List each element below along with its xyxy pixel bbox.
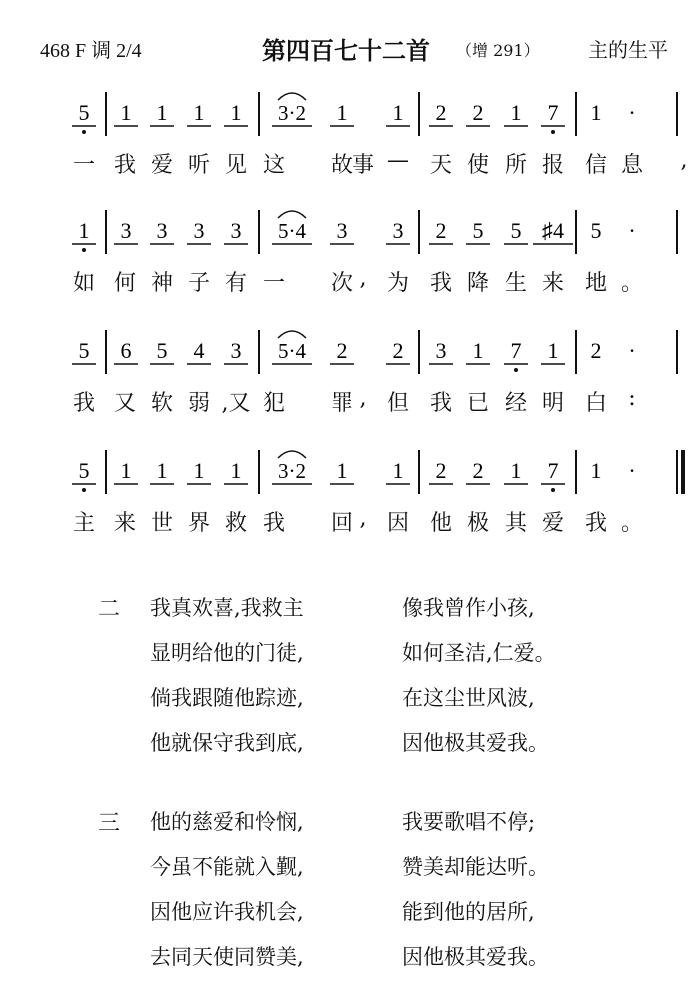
note: 5: [156, 338, 168, 363]
verse-line: 今虽不能就入觐,: [150, 855, 304, 879]
lyric-syllable: 我: [429, 391, 452, 416]
note: 1: [590, 458, 602, 483]
note: 3: [230, 218, 242, 243]
lyric-syllable: —: [387, 148, 409, 173]
lyric-syllable: ,: [359, 506, 367, 531]
verse-line: 赞美却能达听。: [402, 855, 549, 879]
note: 1: [510, 458, 522, 483]
note: 3: [435, 338, 447, 363]
lyric-syllable: ,: [359, 386, 367, 411]
verse-line: 像我曾作小孩,: [402, 596, 535, 620]
lyric-syllable: 报: [541, 153, 564, 178]
note: 1: [472, 338, 484, 363]
lyric-syllable: 地: [584, 271, 607, 296]
slur-arc: [278, 331, 306, 338]
note: 1: [120, 458, 132, 483]
note: 1: [230, 100, 242, 125]
lyric-syllable: 极: [466, 511, 489, 536]
note: 3·2: [278, 101, 306, 125]
lyric-syllable: 子: [187, 271, 210, 296]
note: 5: [78, 100, 90, 125]
note: 2: [435, 458, 447, 483]
note: 3: [156, 218, 168, 243]
note: ·: [628, 338, 636, 363]
lyric-syllable: 但: [386, 391, 409, 416]
lyric-syllable: 一: [262, 271, 285, 296]
verse-number: 二: [98, 597, 121, 622]
lyric-syllable: :: [628, 386, 636, 411]
lyric-syllable: 犯: [262, 391, 285, 416]
hymn-key-signature: 468 F 调 2/4: [40, 40, 142, 62]
lyric-syllable: 息: [620, 153, 643, 178]
lyric-syllable: 天: [429, 153, 452, 178]
lyric-syllable: 神: [150, 271, 173, 296]
lyric-syllable: 如: [72, 271, 95, 296]
lyric-syllable: 降: [466, 271, 489, 296]
lyric-syllable: 主: [72, 511, 95, 536]
verse-line: 去同天使同赞美,: [150, 945, 304, 969]
note: 2: [435, 100, 447, 125]
note: 1: [78, 218, 90, 243]
lyric-syllable: ,: [680, 148, 688, 173]
note: 5·4: [278, 339, 306, 363]
verse-line: 我要歌唱不停;: [402, 810, 536, 834]
lyric-syllable: 因: [386, 511, 409, 536]
note: 1: [590, 100, 602, 125]
lyric-syllable: 我: [113, 153, 136, 178]
verse-line: 他就保守我到底,: [150, 731, 304, 755]
verse-line: 显明给他的门徒,: [150, 641, 304, 665]
octave-dot: [82, 488, 86, 492]
staff-system-2: [0, 210, 700, 270]
lyric-syllable: 爱: [541, 511, 564, 536]
verse-line: 因他极其爱我。: [402, 731, 549, 755]
note: 1: [230, 458, 242, 483]
verse-line: 倘我跟随他踪迹,: [150, 686, 304, 710]
lyric-syllable: 我: [584, 511, 607, 536]
verse-line: 能到他的居所,: [402, 900, 535, 924]
lyric-syllable: 白: [584, 391, 607, 416]
lyric-syllable: 回: [330, 511, 353, 536]
note: 3: [230, 338, 242, 363]
lyric-syllable: 我: [429, 271, 452, 296]
lyric-syllable: 生: [504, 271, 527, 296]
note: 7: [510, 338, 522, 363]
hymn-title: 第四百七十二首: [262, 37, 430, 65]
lyric-syllable: 一: [72, 153, 95, 178]
note: 1: [120, 100, 132, 125]
lyric-syllable: 何: [113, 271, 136, 296]
lyric-syllable: 听: [187, 153, 210, 178]
note: 5·4: [278, 219, 306, 243]
lyric-syllable: 我: [72, 391, 95, 416]
note: 6: [120, 338, 132, 363]
note: 1: [336, 458, 348, 483]
lyric-syllable: 事: [351, 153, 374, 178]
verse-line: 因他应许我机会,: [150, 900, 304, 924]
lyric-syllable: 所: [504, 153, 527, 178]
slur-arc: [278, 211, 306, 218]
lyric-syllable: 罪: [330, 391, 353, 416]
octave-dot: [551, 488, 555, 492]
note: 3: [392, 218, 404, 243]
lyric-syllable: 。: [620, 271, 643, 296]
lyric-syllable: 他: [429, 511, 452, 536]
note: 1: [547, 338, 559, 363]
note: 7: [547, 100, 559, 125]
octave-dot: [514, 368, 518, 372]
note: ♯4: [542, 218, 564, 243]
note: 1: [336, 100, 348, 125]
note: 2: [472, 458, 484, 483]
verse-line: 我真欢喜,我救主: [150, 596, 304, 620]
hymn-subtitle: （增 291）: [456, 41, 540, 60]
octave-dot: [551, 130, 555, 134]
lyric-syllable: 来: [541, 271, 564, 296]
staff-system-1: [0, 92, 700, 152]
lyric-syllable: 。: [620, 511, 643, 536]
note: 1: [392, 458, 404, 483]
note: 3·2: [278, 459, 306, 483]
staff-system-3: [0, 330, 700, 390]
note: ·: [628, 218, 636, 243]
staff-system-4: [0, 450, 700, 510]
lyric-syllable: 我: [262, 511, 285, 536]
note: 5: [78, 458, 90, 483]
lyric-syllable: 使: [466, 153, 489, 178]
slur-arc: [278, 93, 306, 100]
lyric-syllable: 来: [113, 511, 136, 536]
lyric-syllable: 明: [541, 391, 564, 416]
note: 1: [193, 100, 205, 125]
note: 1: [193, 458, 205, 483]
note: ·: [628, 100, 636, 125]
octave-dot: [82, 248, 86, 252]
note: 4: [193, 338, 205, 363]
note: 5: [510, 218, 522, 243]
lyric-syllable: 爱: [150, 153, 173, 178]
note: 2: [392, 338, 404, 363]
note: 3: [336, 218, 348, 243]
lyric-syllable: 有: [224, 271, 247, 296]
verse-line: 因他极其爱我。: [402, 945, 549, 969]
lyric-syllable: 软: [150, 391, 173, 416]
lyric-syllable: 信: [584, 153, 607, 178]
lyric-syllable: 其: [504, 511, 527, 536]
octave-dot: [82, 130, 86, 134]
verse-number: 三: [98, 811, 121, 836]
lyric-syllable: 世: [150, 511, 173, 536]
lyric-syllable: 又: [113, 391, 136, 416]
note: 1: [392, 100, 404, 125]
slur-arc: [278, 451, 306, 458]
lyric-syllable: 经: [504, 391, 527, 416]
note: 1: [156, 100, 168, 125]
lyric-syllable: 为: [386, 271, 409, 296]
note: 3: [120, 218, 132, 243]
verse-line: 在这尘世风波,: [402, 686, 535, 710]
verse-line: 如何圣洁,仁爱。: [402, 641, 556, 665]
note: 2: [590, 338, 602, 363]
note: 7: [547, 458, 559, 483]
note: 2: [336, 338, 348, 363]
note: 5: [78, 338, 90, 363]
lyric-syllable: 弱: [187, 391, 210, 416]
hymn-theme: 主的生平: [588, 38, 668, 62]
verse-line: 他的慈爱和怜悯,: [150, 810, 304, 834]
lyric-syllable: 这: [262, 153, 285, 178]
lyric-syllable: 次: [330, 271, 353, 296]
note: 2: [435, 218, 447, 243]
note: 5: [590, 218, 602, 243]
lyric-syllable: ,: [359, 266, 367, 291]
lyric-syllable: 界: [187, 511, 210, 536]
lyric-syllable: ,又: [221, 391, 251, 416]
note: 2: [472, 100, 484, 125]
note: 3: [193, 218, 205, 243]
lyric-syllable: 故: [330, 153, 353, 178]
note: 1: [510, 100, 522, 125]
lyric-syllable: 救: [224, 511, 247, 536]
lyric-syllable: 见: [224, 153, 247, 178]
lyric-syllable: 已: [466, 391, 489, 416]
note: ·: [628, 458, 636, 483]
note: 5: [472, 218, 484, 243]
note: 1: [156, 458, 168, 483]
